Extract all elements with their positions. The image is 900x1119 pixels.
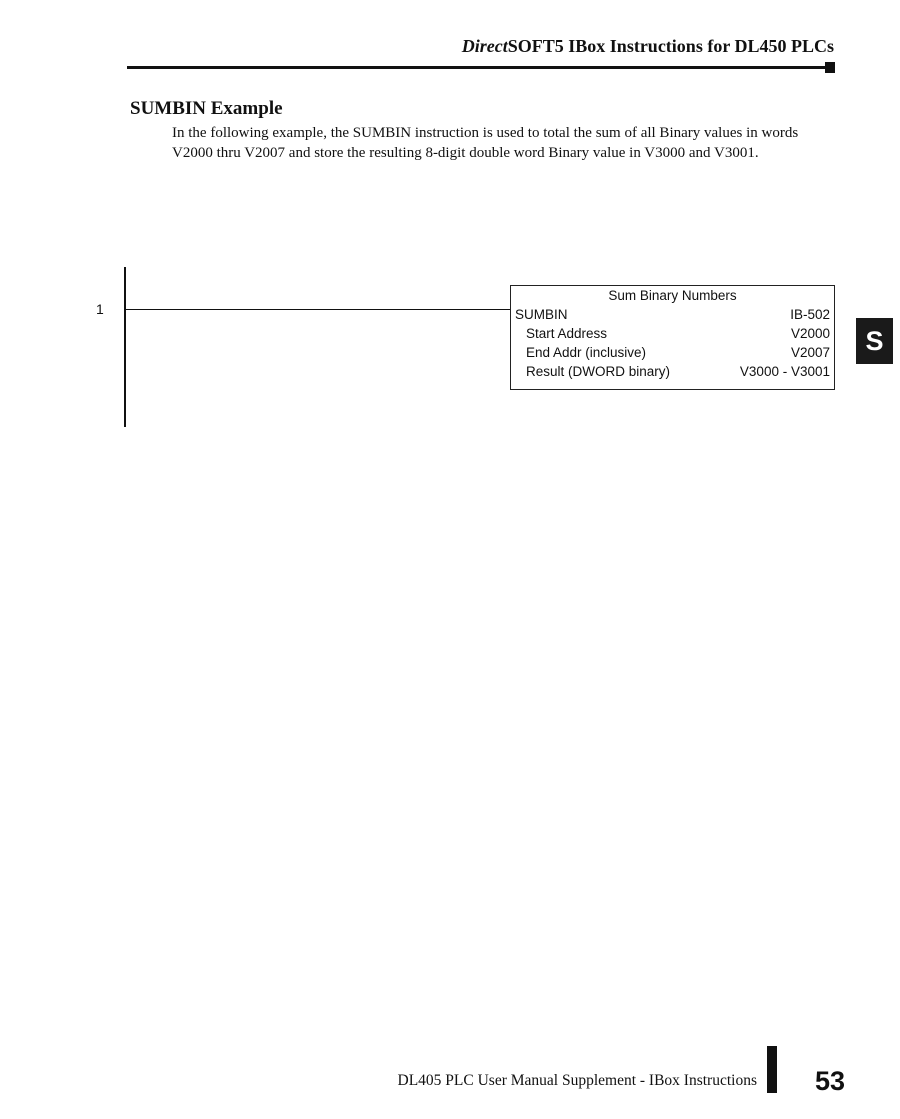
param-label: Result (DWORD binary)	[526, 364, 671, 379]
section-tab: S	[856, 318, 893, 364]
footer-bar	[767, 1046, 777, 1093]
header-brand: Direct	[461, 36, 508, 56]
footer-text: DL405 PLC User Manual Supplement - IBox Instructions	[397, 1072, 757, 1089]
rung-line	[125, 309, 511, 310]
ibox-param-row	[515, 345, 830, 363]
section-body: In the following example, the SUMBIN instruction is used to total the sum of all Binary values in words V2000 thru V2007 and store the resulting 8-digit double word Binary value in V3000 and V3001.	[172, 125, 799, 161]
section-title: SUMBIN Example	[130, 98, 283, 119]
rung-number: 1	[96, 301, 104, 317]
ibox-title: Sum Binary Numbers	[608, 288, 737, 303]
param-label: Start Address	[526, 326, 608, 341]
header-rule-end	[825, 62, 835, 73]
param-value: V3000 - V3001	[739, 364, 830, 379]
param-value: V2007	[790, 345, 830, 360]
header-rule	[127, 66, 827, 69]
param-value: V2000	[790, 326, 830, 341]
ibox-sumbin	[510, 285, 835, 390]
ibox-id: IB-502	[790, 307, 830, 322]
param-label: End Addr (inclusive)	[526, 345, 647, 360]
header-title: SOFT5 IBox Instructions for DL450 PLCs	[507, 36, 834, 56]
ladder-left-rail	[124, 267, 126, 427]
ibox-instruction: SUMBIN	[515, 307, 568, 322]
running-header	[462, 36, 834, 57]
page-number: 53	[815, 1066, 846, 1096]
ibox-param-row	[515, 364, 830, 382]
ibox-instruction-row	[515, 307, 830, 325]
ibox-param-row	[515, 326, 830, 344]
